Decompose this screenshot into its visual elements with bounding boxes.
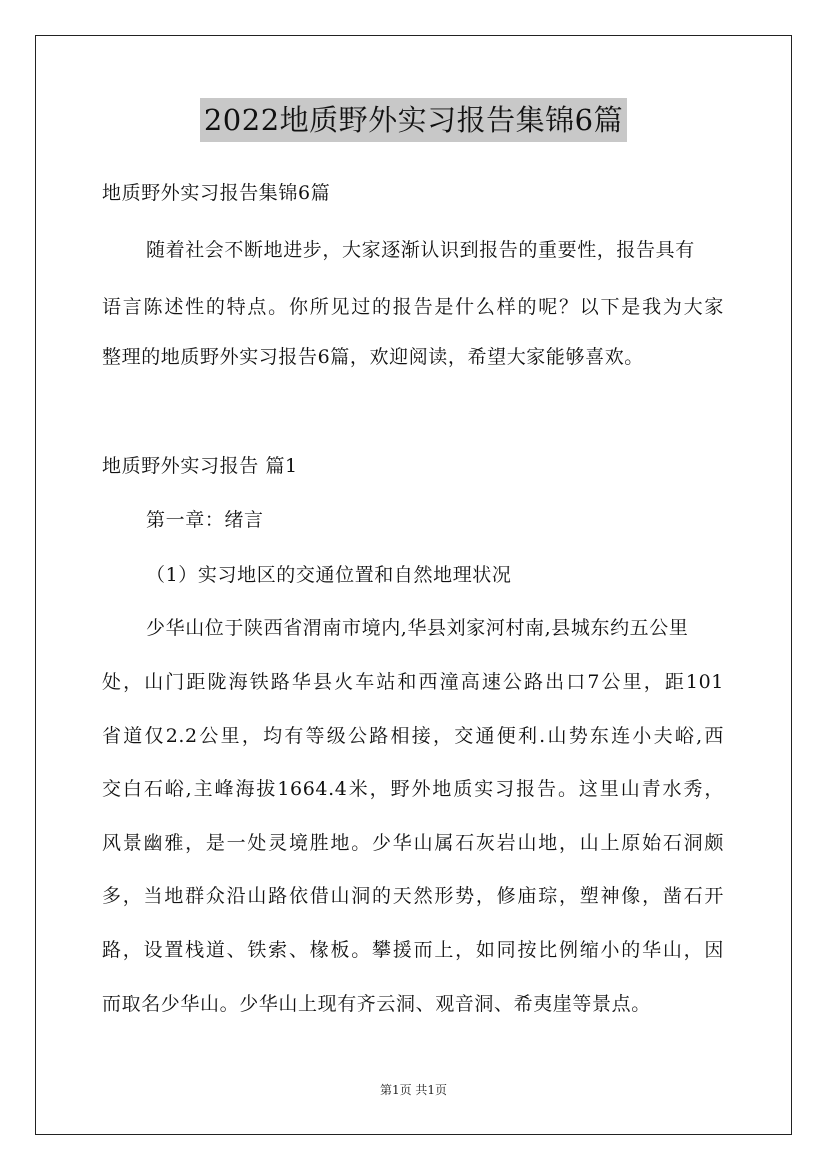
page-footer: 第1页 共1页 (379, 1083, 448, 1097)
body-line-7: 路，设置栈道、铁索、椽板。攀援而上，如同按比例缩小的华山，因 (102, 939, 724, 961)
section-heading: 地质野外实习报告 篇1 (102, 455, 298, 477)
body-line-3: 省道仅2.2公里，均有等级公路相接，交通便利.山势东连小夫峪,西 (102, 725, 724, 747)
intro-line-2: 语言陈述性的特点。你所见过的报告是什么样的呢？以下是我为大家 (102, 296, 724, 318)
body-line-6: 多，当地群众沿山路依借山洞的天然形势，修庙琮，塑神像，凿石开 (102, 885, 724, 907)
document-title: 2022地质野外实习报告集锦6篇 (200, 98, 627, 142)
document-subtitle: 地质野外实习报告集锦6篇 (102, 182, 331, 204)
body-line-8: 而取名少华山。少华山上现有齐云洞、观音洞、希夷崖等景点。 (102, 993, 651, 1015)
intro-line-3: 整理的地质野外实习报告6篇，欢迎阅读，希望大家能够喜欢。 (102, 346, 644, 368)
chapter-heading: 第一章：绪言 (146, 509, 264, 531)
title-container (0, 98, 827, 142)
subsection-heading: （1）实习地区的交通位置和自然地理状况 (146, 564, 512, 586)
body-line-5: 风景幽雅，是一处灵境胜地。少华山属石灰岩山地，山上原始石洞颇 (102, 832, 724, 854)
intro-line-1: 随着社会不断地进步，大家逐渐认识到报告的重要性，报告具有 (146, 239, 695, 261)
body-line-1: 少华山位于陕西省渭南市境内,华县刘家河村南,县城东约五公里 (146, 617, 689, 639)
body-line-4: 交白石峪,主峰海拔1664.4米，野外地质实习报告。这里山青水秀， (102, 778, 724, 800)
body-line-2: 处，山门距陇海铁路华县火车站和西潼高速公路出口7公里，距101 (102, 671, 724, 693)
